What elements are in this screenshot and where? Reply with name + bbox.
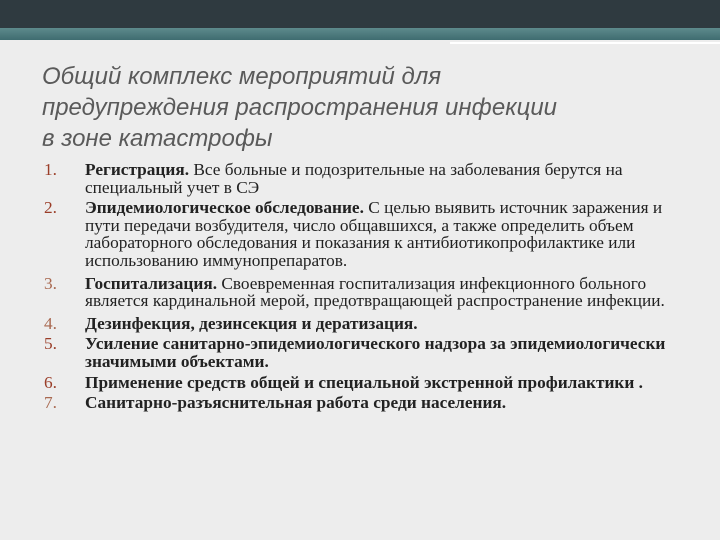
item-number: 4. [44, 313, 57, 333]
list-item [44, 199, 694, 269]
item-text: Своевременная госпитализация инфекционного больного является кардинальной мерой, предотвращающей распространение инфекции. [85, 273, 665, 311]
item-text: С целью выявить источник заражения и пути передачи возбудителя, число общавшихся, а также определить объем лабораторного обследования и показания к антибиотикопрофилактике или использованию иммунопрепаратов. [85, 198, 663, 270]
slide-title [42, 61, 692, 154]
list-item [44, 374, 694, 392]
item-heading: Усиление санитарно-эпидемиологического надзора за эпидемиологически значимыми объектами. [85, 334, 666, 371]
item-heading: Регистрация. [85, 160, 190, 179]
list-item [44, 161, 694, 196]
list-item [44, 275, 694, 310]
item-heading: Дезинфекция, дезинсекция и дератизация. [85, 313, 418, 333]
item-number: 2. [44, 198, 57, 218]
header-divider [450, 42, 720, 44]
item-text: Все больные и подозрительные на заболевания берутся на специальный учет в СЭ [85, 160, 623, 197]
item-heading: Применение средств общей и специальной экстренной профилактики . [85, 372, 643, 392]
list-item [44, 394, 694, 412]
list-item [44, 335, 694, 370]
item-heading: Эпидемиологическое обследование. [85, 198, 364, 218]
header-bar [0, 0, 720, 28]
item-heading: Госпитализация. [85, 273, 218, 293]
title-line: предупреждения распространения инфекции [42, 94, 558, 121]
measures-list [44, 161, 694, 415]
header-accent-bar [0, 28, 720, 40]
item-heading: Санитарно-разъяснительная работа среди населения. [85, 393, 507, 413]
item-number: 7. [44, 393, 57, 413]
list-item [44, 315, 694, 333]
item-number: 1. [44, 160, 57, 179]
title-line: в зоне катастрофы [42, 125, 273, 152]
item-number: 6. [44, 372, 57, 392]
item-number: 5. [44, 334, 57, 354]
title-line: Общий комплекс мероприятий для [42, 63, 442, 90]
item-number: 3. [44, 273, 57, 293]
